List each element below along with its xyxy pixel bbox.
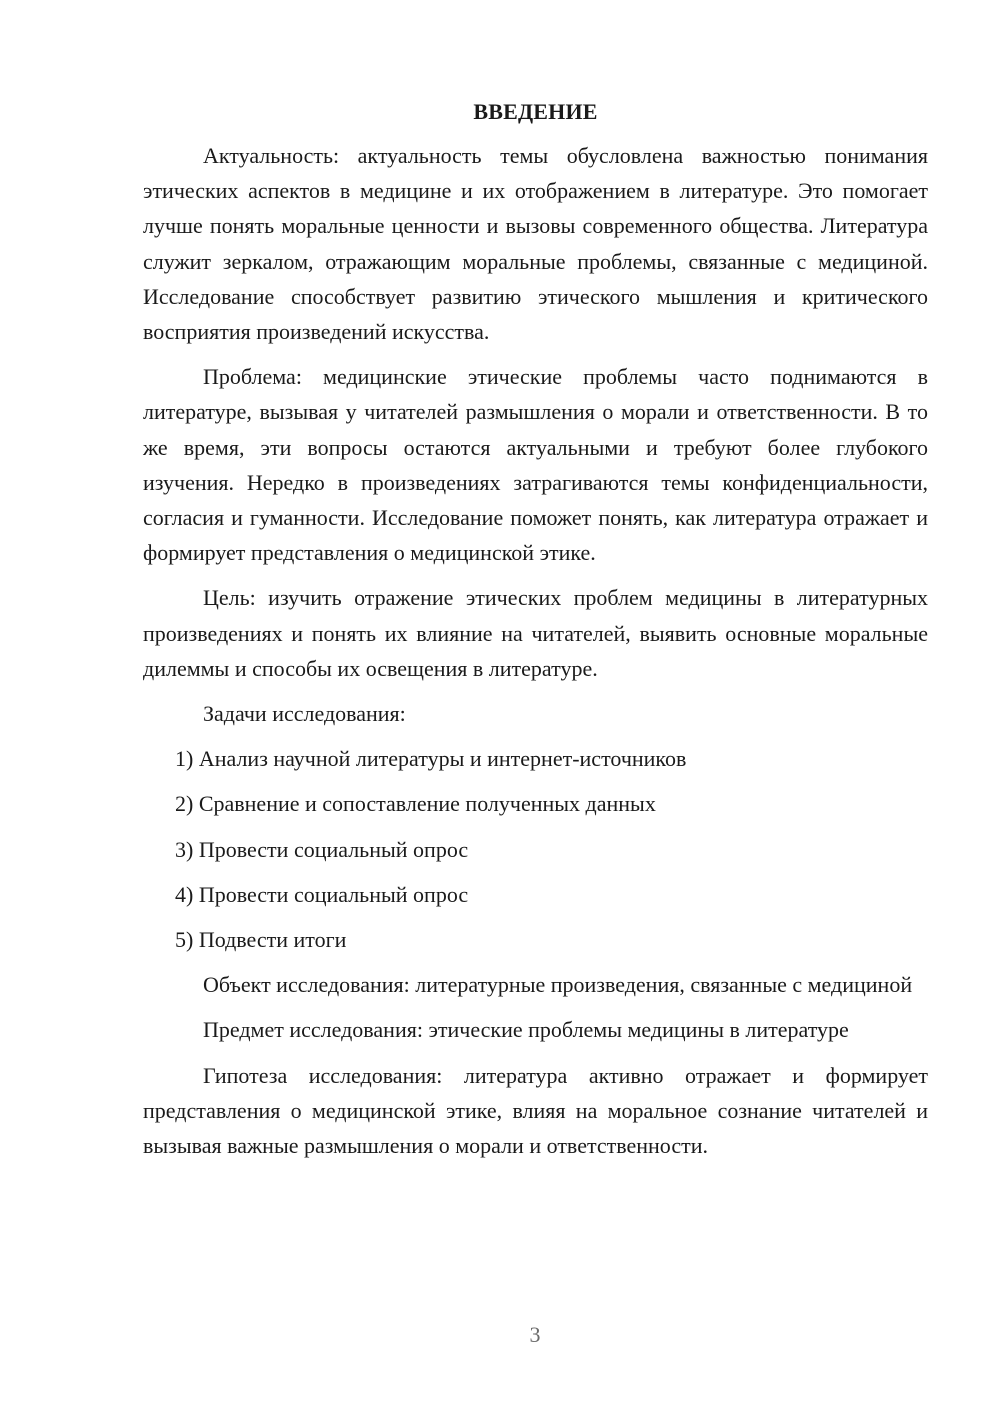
- task-item: 5) Подвести итоги: [175, 927, 347, 953]
- task-item: 3) Провести социальный опрос: [175, 836, 469, 862]
- task-item: 1) Анализ научной литературы и интернет-источников: [175, 746, 687, 772]
- document-body: [143, 96, 928, 1173]
- section-title: ВВЕДЕНИЕ: [473, 99, 598, 124]
- task-item: 2) Сравнение и сопоставление полученных данных: [175, 791, 656, 817]
- paragraph-object: Объект исследования: литературные произведения, связанные с медициной: [203, 972, 913, 998]
- paragraph-hypothesis: Гипотеза исследования: литература активно отражает и формирует представления о медицинской этике, влияя на моральное сознание читателей и вызывая важные размышления о морали и ответственности.: [143, 1062, 928, 1159]
- page-number: 3: [529, 1322, 541, 1347]
- paragraph-goal: Цель: изучить отражение этических проблем медицины в литературных произведениях и понять их влияние на читателей, выявить основные моральные дилеммы и способы их освещения в литературе.: [143, 585, 928, 681]
- task-item: 4) Провести социальный опрос: [175, 881, 469, 907]
- paragraph-subject: Предмет исследования: этические проблемы медицины в литературе: [203, 1017, 849, 1043]
- tasks-heading: Задачи исследования:: [203, 701, 406, 727]
- paragraph-relevance: Актуальность: актуальность темы обусловлена важностью понимания этических аспектов в медицине и их отображением в литературе. Это помогает лучше понять моральные ценности и вызовы современного общества. Литература служит зеркалом, отражающим моральные проблемы, связанные с медициной. Исследование способствует развитию этического мышления и критического восприятия произведений искусства.: [143, 143, 928, 345]
- paragraph-problem: Проблема: медицинские этические проблемы часто поднимаются в литературе, вызывая у читателей размышления о морали и ответственности. В то же время, эти вопросы остаются актуальными и требуют более глубокого изучения. Нередко в произведениях затрагиваются темы конфиденциальности, согласия и гуманности. Исследование поможет понять, как литература отражает и формирует представления о медицинской этике.: [143, 364, 928, 566]
- tasks-list: [143, 741, 928, 957]
